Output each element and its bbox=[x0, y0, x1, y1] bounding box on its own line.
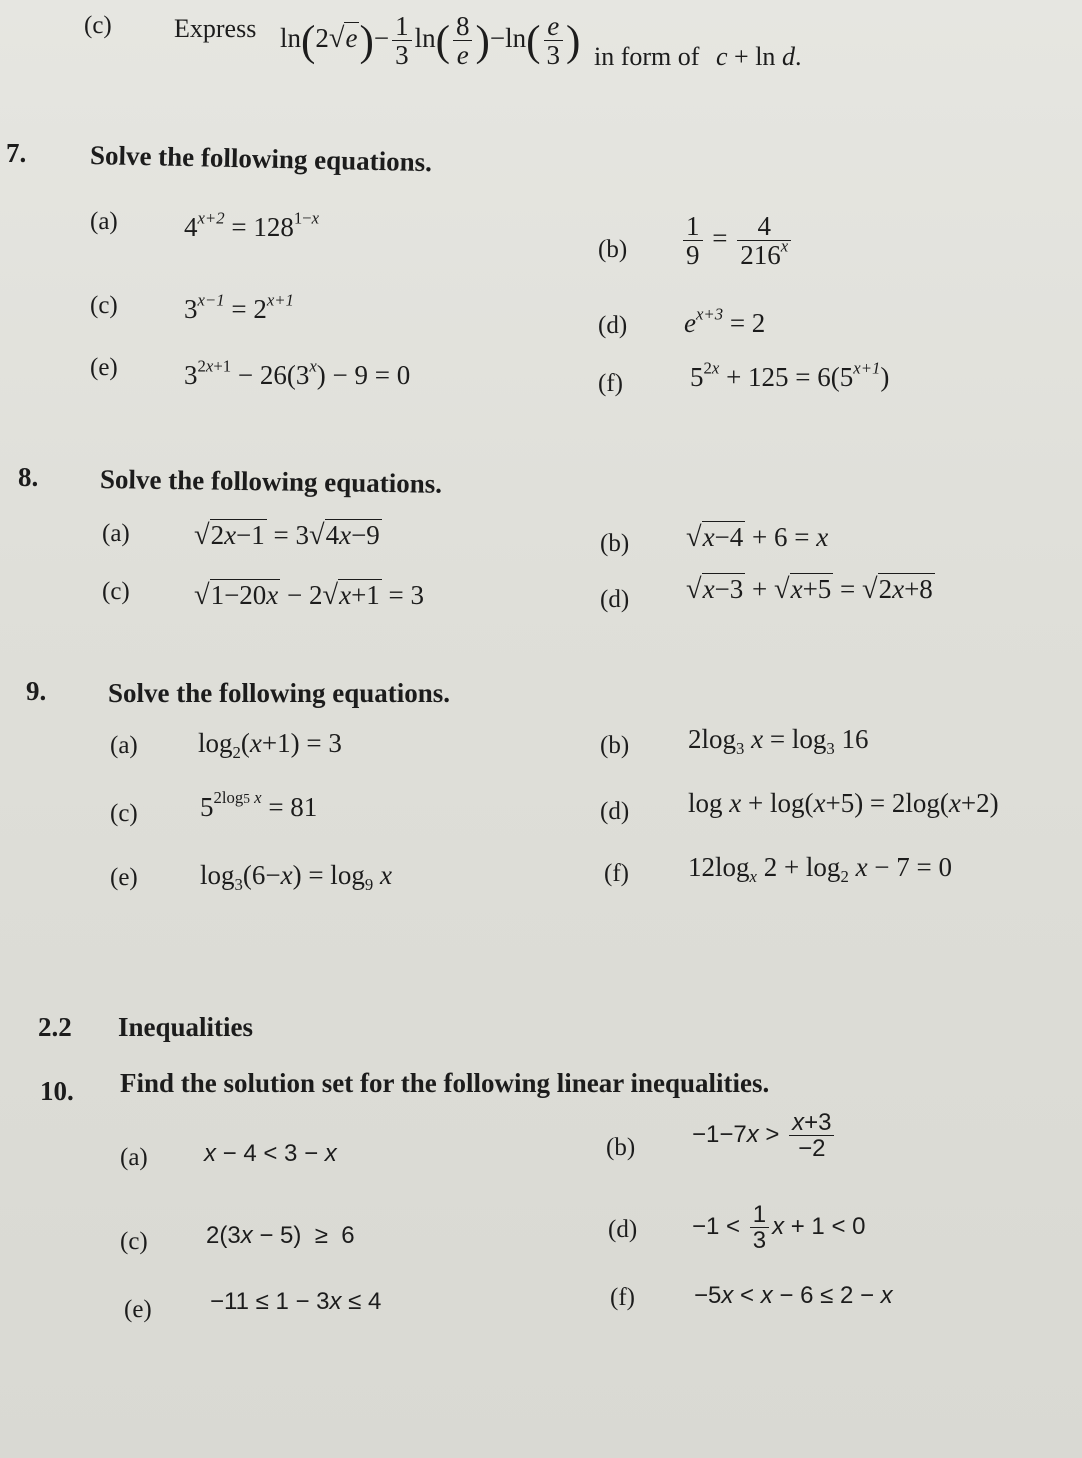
q8c-equation: √1−20x − 2√x+1 = 3 bbox=[194, 580, 425, 611]
q9d-equation: log x + log(x+5) = 2log(x+2) bbox=[688, 788, 999, 818]
q6c-lead-text: Express bbox=[174, 14, 257, 43]
q8b-equation: √x−4 + 6 = x bbox=[686, 522, 829, 553]
q8a-label: (a) bbox=[102, 520, 130, 547]
q6c-label: (c) bbox=[84, 12, 112, 39]
q10e-label: (e) bbox=[124, 1296, 152, 1323]
q10f-inequality: −5x < x − 6 ≤ 2 − x bbox=[694, 1282, 893, 1309]
q10e-inequality: −11 ≤ 1 − 3x ≤ 4 bbox=[210, 1288, 382, 1315]
q10d-inequality: −1 < $\frac{1}{3}$ x + 1 < 0 bbox=[692, 1201, 866, 1255]
q7-title: Solve the following equations. bbox=[89, 140, 433, 178]
q10a-inequality: x − 4 < 3 − x bbox=[204, 1140, 337, 1167]
q7-number: 7. bbox=[6, 138, 27, 168]
q9b-equation: $2\log_3$ $x = \log_3 16$ bbox=[688, 724, 869, 758]
q9f-label: (f) bbox=[604, 860, 629, 887]
q9c-equation: $5^{2log5 x} = 81$ bbox=[200, 788, 318, 822]
q10b-inequality: −1−7x > $\frac{x+3}{-2}$ bbox=[692, 1110, 837, 1161]
q7c-label: (c) bbox=[90, 292, 118, 319]
q7e-label: (e) bbox=[90, 354, 118, 381]
q9-number: 9. bbox=[26, 676, 47, 706]
q7a-label: (a) bbox=[90, 208, 118, 235]
q6c-tail-text: in form of bbox=[594, 42, 700, 71]
q9b-label: (b) bbox=[600, 732, 630, 759]
q9e-label: (e) bbox=[110, 864, 138, 891]
q10b-label: (b) bbox=[606, 1134, 636, 1161]
q6c-target-form: c + ln d. bbox=[716, 42, 802, 71]
q7b-label: (b) bbox=[598, 236, 628, 263]
q7a-equation: $4^{x+2} = 128^{1-x}$ bbox=[184, 208, 320, 242]
q9e-equation: $\log_3(6-x) = \log_9 x$ bbox=[200, 860, 392, 894]
q9d-label: (d) bbox=[600, 798, 630, 825]
q10-number: 10. bbox=[40, 1076, 74, 1106]
q10c-label: (c) bbox=[120, 1228, 148, 1255]
q9a-equation: $\log_2(x+1) = 3$ bbox=[198, 728, 342, 762]
q9f-equation: $12\log_x$ $2 + \log_2 x - 7 = 0$ bbox=[688, 852, 953, 886]
q9-title: Solve the following equations. bbox=[108, 678, 451, 708]
q8a-equation: √2x−1 = 3√4x−9 bbox=[194, 520, 380, 551]
q10-title: Find the solution set for the following linear inequalities. bbox=[120, 1068, 770, 1098]
q7f-equation: $5^{2x} + 125 = 6(5^{x+1})$ bbox=[690, 358, 890, 392]
q7e-equation: $3^{2x+1} - 26(3^x) - 9 = 0$ bbox=[184, 356, 411, 390]
q8d-label: (d) bbox=[600, 586, 630, 613]
q9a-label: (a) bbox=[110, 732, 138, 759]
q10f-label: (f) bbox=[610, 1284, 635, 1311]
q8c-label: (c) bbox=[102, 578, 130, 605]
section-number: 2.2 bbox=[38, 1012, 72, 1042]
q10c-inequality: 2(3x − 5) ≥ 6 bbox=[206, 1222, 355, 1249]
q9c-label: (c) bbox=[110, 800, 138, 827]
q8-title: Solve the following equations. bbox=[99, 464, 443, 499]
q10d-label: (d) bbox=[608, 1216, 638, 1243]
q8-number: 8. bbox=[18, 462, 39, 492]
q7c-equation: $3^{x-1} = 2^{x+1}$ bbox=[184, 290, 294, 324]
q8d-equation: √x−3 + √x+5 = √2x+8 bbox=[686, 574, 933, 605]
q10a-label: (a) bbox=[120, 1144, 148, 1171]
q8b-label: (b) bbox=[600, 530, 630, 557]
q6c-expression: ln(2√e)− $\frac{1}{3}$ ln( $\frac{8}{e}$ )−ln( $\frac{e}{3}$ ) bbox=[280, 11, 581, 71]
q7d-equation: $e^{x+3} = 2$ bbox=[684, 304, 766, 338]
q7d-label: (d) bbox=[598, 312, 628, 339]
q7f-label: (f) bbox=[598, 370, 623, 397]
section-title: Inequalities bbox=[118, 1012, 254, 1042]
q7b-equation: $\frac{1}{9}$ = $\frac{4}{216^x}$ bbox=[680, 212, 794, 270]
